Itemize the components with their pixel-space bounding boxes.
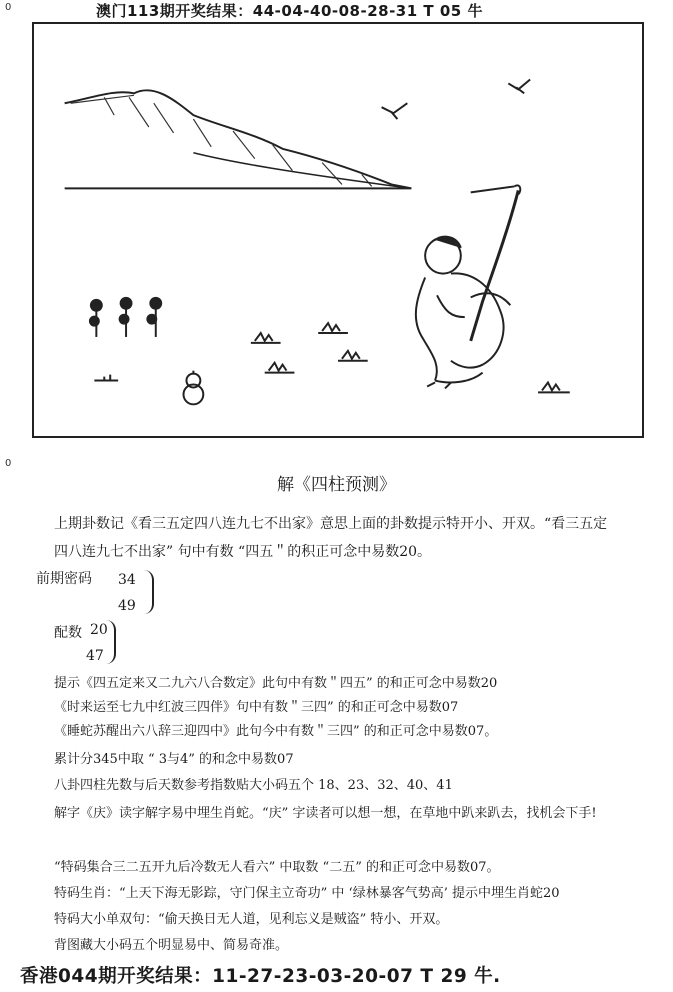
gourd (184, 371, 204, 405)
macau-draw-result-header: 澳门113期开奖结果：44-04-40-08-28-31 T 05 牛 (96, 2, 483, 20)
text-line-12: 背图藏大小码五个明显易中、简易奇准。 (54, 938, 289, 953)
grass-tufts (94, 323, 569, 392)
ink-illustration (32, 22, 644, 438)
text-line-5: 《睡蛇苏醒出六八辞三迎四中》此句今中有数＂三四” 的和正可念中易数07。 (54, 724, 498, 739)
text-line-2: 四八连九七不出家” 句中有数 “四五＂的积正可念中易数20。 (54, 544, 432, 560)
mountain-range (65, 90, 412, 188)
pair-label: 配数 (54, 625, 82, 641)
bird-2 (508, 79, 530, 93)
corner-mark-top: 0 (5, 2, 12, 13)
text-line-1: 上期卦数记《看三五定四八连九七不出家》意思上面的卦数提示特开小、开双。“看三五定 (54, 516, 608, 532)
prev-code-b: 49 (118, 598, 136, 614)
boy-figure (416, 185, 520, 388)
text-line-8: 解字《庆》读字解字易中埋生肖蛇。“庆” 字读者可以想一想，在草地中趴来趴去，找机会下手! (54, 806, 597, 821)
illustration-svg (34, 24, 642, 436)
pair-a: 20 (90, 622, 108, 638)
text-line-6: 累计分345中取 “ 3与4” 的和念中易数07 (54, 752, 294, 767)
prev-code-a: 34 (118, 572, 136, 588)
bird-1 (382, 103, 408, 119)
text-line-11: 特码大小单双句：“偷天换日无人道，见利忘义是贼盗” 特小、开双。 (54, 912, 449, 927)
text-line-4: 《时来运至七九中红波三四伴》句中有数＂三四” 的和正可念中易数07 (54, 700, 459, 715)
pair-b: 47 (86, 648, 104, 664)
brace-prev-code (142, 570, 154, 614)
flower-plants (89, 297, 161, 337)
section-title: 解《四柱预测》 (277, 475, 396, 495)
text-line-9: “特码集合三二五开九后冷数无人看六” 中取数 “二五” 的和正可念中易数07。 (54, 860, 500, 875)
text-line-3: 提示《四五定来又二九六八合数定》此句中有数＂四五” 的和正可念中易数20 (54, 676, 498, 691)
brace-pair (104, 620, 116, 664)
text-line-7: 八卦四柱先数与后天数参考指数贴大小码五个 18、23、32、40、41 (54, 778, 453, 793)
prev-code-label: 前期密码 (36, 571, 92, 587)
text-line-10: 特码生肖：“上天下海无影踪，守门保主立奇功” 中 ‘绿林暴客气势高’ 提示中埋生肖蛇20 (54, 886, 560, 901)
corner-mark-side: 0 (5, 458, 12, 469)
hongkong-draw-result-header: 香港044期开奖结果：11-27-23-03-20-07 T 29 牛. (20, 966, 501, 987)
